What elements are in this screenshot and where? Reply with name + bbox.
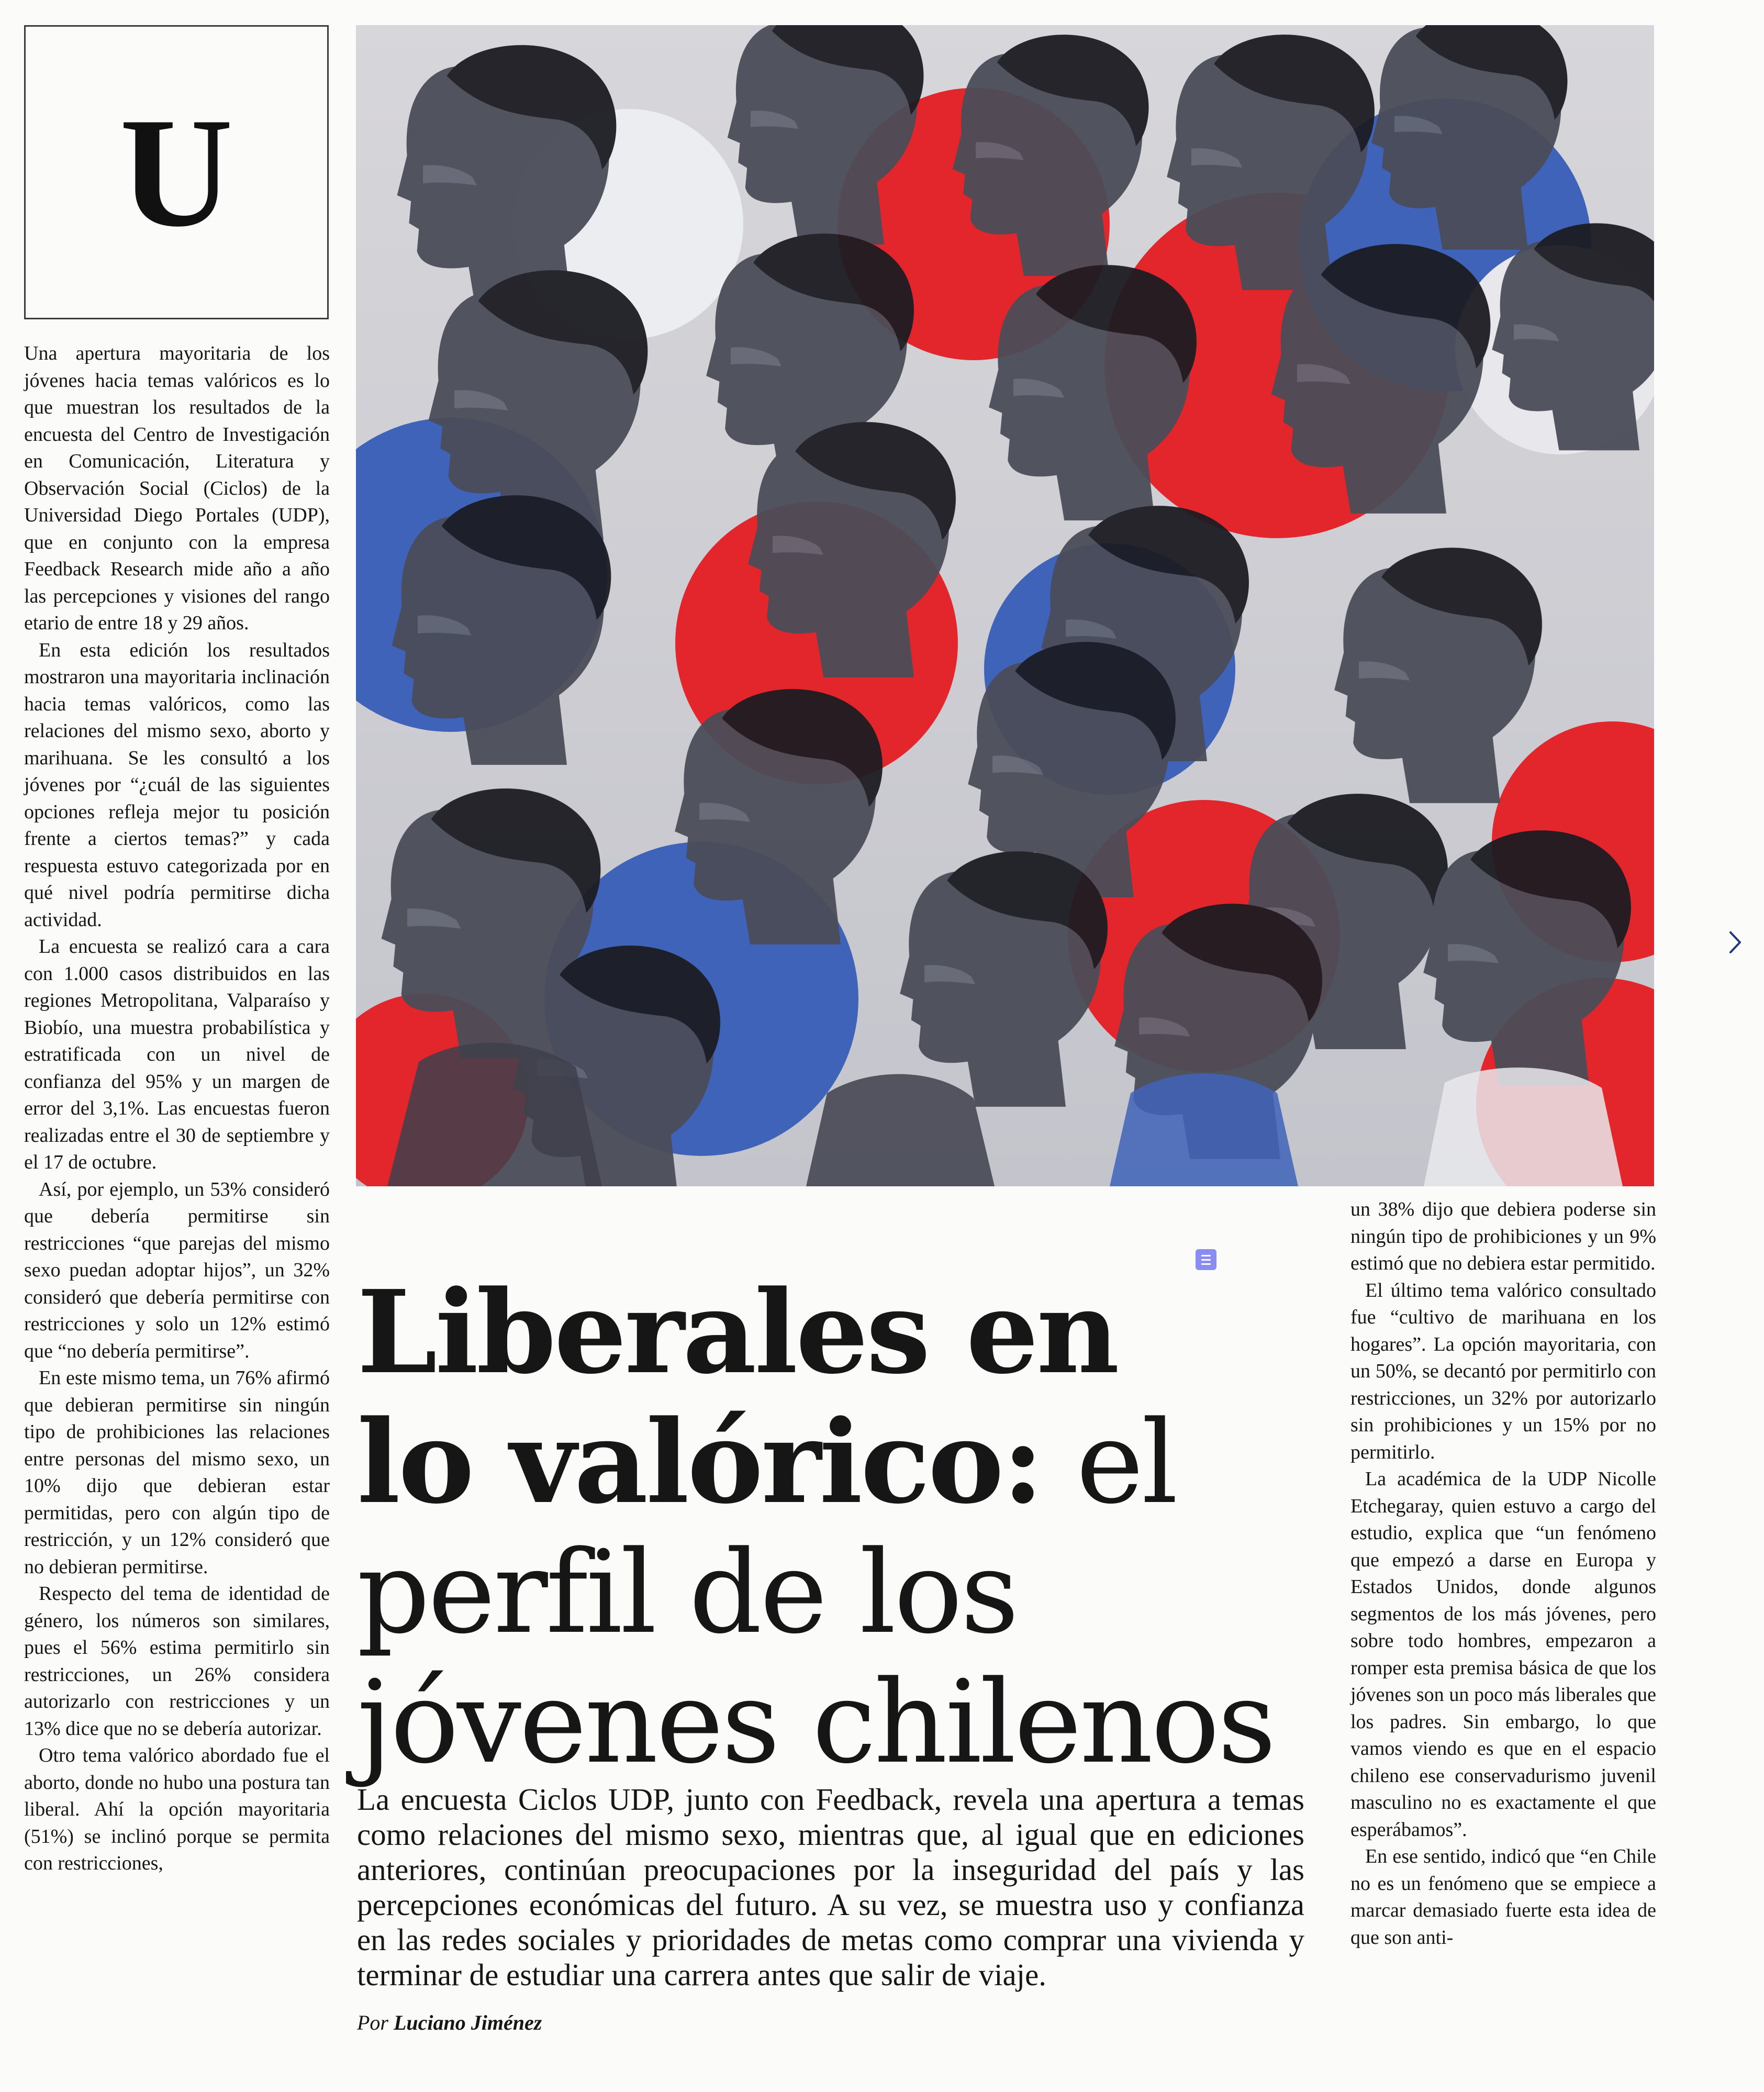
byline-prefix: Por bbox=[357, 2011, 394, 2034]
byline bbox=[357, 2010, 542, 2035]
paragraph: La académica de la UDP Nicolle Etchegaray, quien estuvo a cargo del estudio, explica que “un fenómeno que empezó a darse en Europa y Estados Unidos, donde algunos segmentos de los más jóvenes, pero sobre todo hombres, empezaron a romper esta premisa básica de que los jóvenes son un poco más liberales que los padres. Sin embargo, lo que vamos viendo es que en el espacio chileno ese conservadurismo juvenil masculino no es exactamente el que esperábamos”. bbox=[1350, 1468, 1656, 1841]
paragraph: Una apertura mayoritaria de los jóvenes hacia temas valóricos es lo que muestran los resultados de la encuesta del Centro de Investigación en Comunicación, Literatura y Observación Social (Ciclos) de la Universidad Diego Portales (UDP), que en conjunto con la empresa Feedback Research mide año a año las percepciones y visiones del rango etario de entre 18 y 29 años. bbox=[24, 342, 330, 634]
section-logo bbox=[24, 25, 329, 319]
chevron-right-icon bbox=[1727, 930, 1743, 954]
right-column bbox=[1350, 1196, 1656, 1951]
paragraph: Así, por ejemplo, un 53% consideró que debería permitirse sin restricciones “que parejas del mismo sexo puedan adoptar hijos”, un 32% consideró que debería permitirse con restricciones y solo un 12% estimó que “no debería permitirse”. bbox=[24, 1178, 330, 1362]
byline-author: Luciano Jiménez bbox=[394, 2011, 542, 2034]
headline-light-part: el bbox=[1042, 1397, 1176, 1530]
paragraph: En esta edición los resultados mostraron una mayoritaria inclinación hacia temas valóricos, como las relaciones del mismo sexo, aborto y marihuana. Se les consultó a los jóvenes por “¿cuál de las siguientes opciones refleja mejor tu posición frente a ciertos temas?” y cada respuesta estuvo categorizada por en qué nivel podría permitirse dicha actividad. bbox=[24, 639, 330, 931]
headline-line: perfil de los bbox=[357, 1527, 1017, 1660]
headline-bold-part: lo valórico: bbox=[357, 1395, 1042, 1530]
headline-line: jóvenes chilenos bbox=[357, 1656, 1275, 1789]
next-page-button[interactable] bbox=[1722, 927, 1748, 958]
paragraph: Otro tema valórico abordado fue el aborto, donde no hubo una postura tan liberal. Ahí la opción mayoritaria (51%) se inclinó porque se permita con restricciones, bbox=[24, 1744, 330, 1874]
paragraph: En este mismo tema, un 76% afirmó que debieran permitirse sin ningún tipo de prohibiciones las relaciones entre personas del mismo sexo, un 10% dijo que debieran estar permitidas, pero con algún tipo de restricción, y un 12% consideró que no debieran permitirse. bbox=[24, 1367, 330, 1578]
hero-illustration bbox=[356, 25, 1654, 1186]
left-column bbox=[24, 340, 330, 1877]
paragraph: El último tema valórico consultado fue “cultivo de marihuana en los hogares”. La opción mayoritaria, con un 50%, se decantó por permitirlo con restricciones, un 32% por autorizarlo sin prohibiciones y un 15% por no permitirlo. bbox=[1350, 1279, 1656, 1463]
paragraph: En ese sentido, indicó que “en Chile no es un fenómeno que se empiece a marcar demasiado fuerte esta idea de que son anti- bbox=[1350, 1845, 1656, 1949]
deck-summary: La encuesta Ciclos UDP, junto con Feedback, revela una apertura a temas como relaciones del mismo sexo, mientras que, al igual que en ediciones anteriores, continúan preocupaciones por la inseguridad del país y las percepciones económicas del futuro. A su vez, se muestra uso y confianza en las redes sociales y prioridades de metas como comprar una vivienda y terminar de estudiar una carrera antes que salir de viaje. bbox=[357, 1782, 1304, 1992]
paragraph: Respecto del tema de identidad de género, los números son similares, pues el 56% estima permitirlo sin restricciones, un 26% considera autorizarlo con restricciones y un 13% dice que no se debería autorizar. bbox=[24, 1583, 330, 1740]
headline-line: Liberales en bbox=[357, 1265, 1118, 1400]
note-icon[interactable] bbox=[1196, 1249, 1216, 1270]
headline bbox=[357, 1267, 1352, 1788]
headline-line bbox=[357, 1397, 1352, 1528]
paragraph: La encuesta se realizó cara a cara con 1.000 casos distribuidos en las regiones Metropolitana, Valparaíso y Biobío, una muestra probabilística y estratificada con un nivel de confianza del 95% y un margen de error del 3,1%. Las encuestas fueron realizadas entre el 30 de septiembre y el 17 de octubre. bbox=[24, 936, 330, 1173]
section-logo-letter: U bbox=[119, 85, 233, 259]
paragraph: un 38% dijo que debiera poderse sin ningún tipo de prohibiciones y un 9% estimó que no debiera estar permitido. bbox=[1350, 1198, 1656, 1274]
